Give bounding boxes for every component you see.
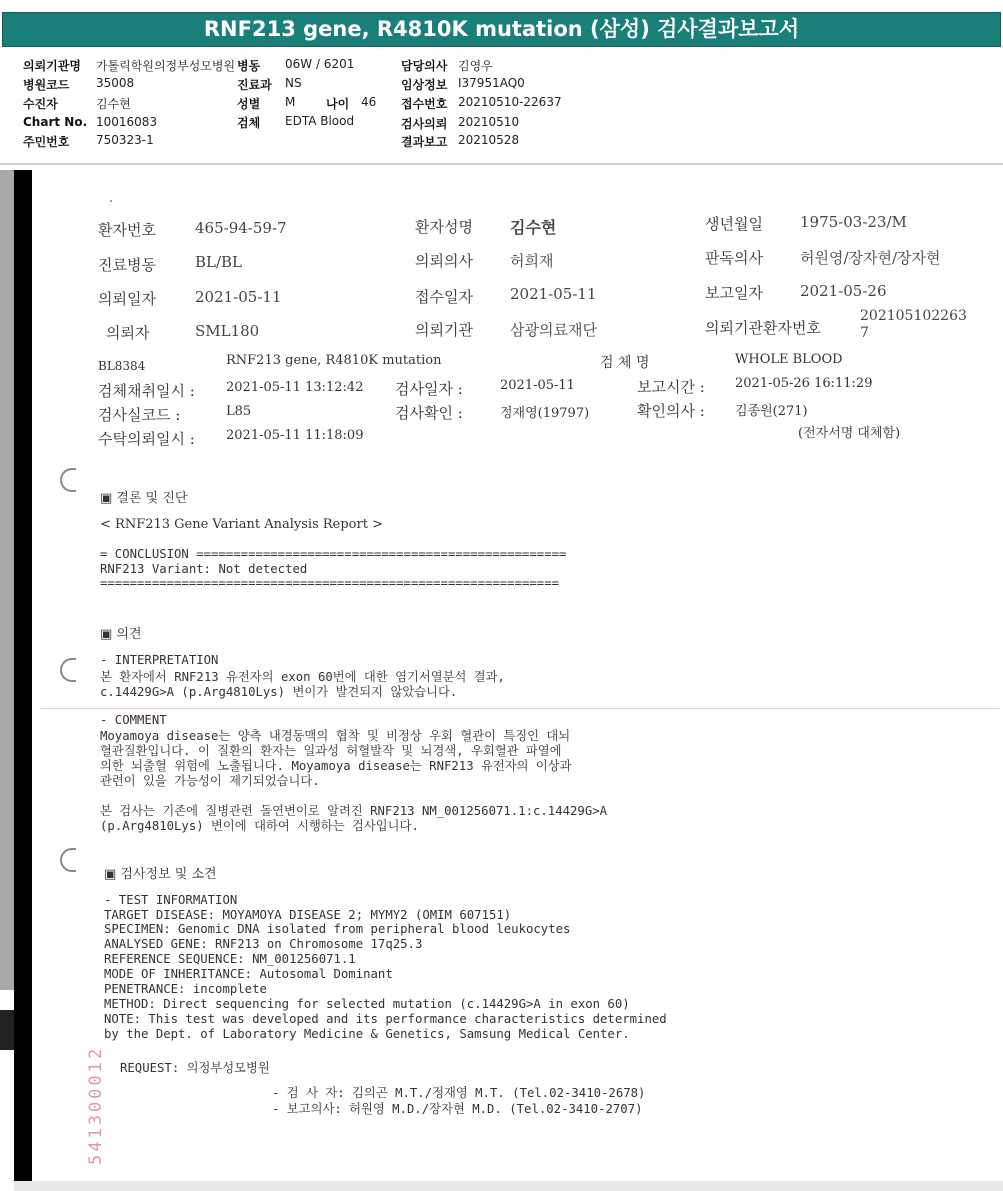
header-label: 검사의뢰 (401, 117, 448, 131)
scan-speck (110, 200, 112, 202)
test-info-line: ANALYSED GENE: RNF213 on Chromosome 17q25.3 (104, 937, 423, 951)
header-value: 10016083 (96, 115, 158, 129)
report-date-label: 보고일자 (705, 284, 763, 302)
comment-line: 본 검사는 기존에 질병관련 돌연변이로 알려진 RNF213 NM_001256071.1:c.14429G>A (100, 804, 608, 818)
specimen-label: 검 체 명 (600, 355, 650, 371)
test-info-line: REFERENCE SEQUENCE: NM_001256071.1 (104, 952, 356, 966)
lab-code-label: 검사실코드 : (98, 406, 181, 424)
ref-doctor-label: 의뢰의사 (415, 252, 473, 270)
report-subtitle: < RNF213 Gene Variant Analysis Report > (100, 517, 383, 532)
ref-doctor: 허희재 (510, 252, 554, 270)
ref-date-label: 의뢰일자 (98, 290, 156, 308)
birth-label: 생년월일 (705, 215, 763, 233)
reading-doctor: 허원영/장자현/장자현 (800, 249, 941, 267)
outsource-datetime: 2021-05-11 11:18:09 (226, 428, 364, 443)
ref-org-patno-label: 의뢰기관환자번호 (705, 319, 821, 337)
header-value: NS (285, 76, 302, 90)
test-name: RNF213 gene, R4810K mutation (226, 353, 442, 368)
header-label: 나이 (326, 97, 350, 111)
test-info-line: by the Dept. of Laboratory Medicine & Genetics, Samsung Medical Center. (104, 1027, 630, 1041)
collect-datetime: 2021-05-11 13:12:42 (226, 380, 364, 395)
conclusion-end-line: ============================================================== (100, 576, 560, 590)
report-time: 2021-05-26 16:11:29 (735, 376, 873, 391)
header-label: 담당의사 (401, 59, 448, 73)
report-title-bar (2, 12, 1001, 47)
conclusion-heading: ▣ 결론 및 진단 (100, 491, 188, 506)
esign-note: (전자서명 대체함) (798, 426, 901, 441)
header-value: M (285, 95, 296, 109)
header-label: 성별 (237, 97, 261, 111)
header-label: 병동 (237, 59, 261, 73)
scrollbar-thumb[interactable] (0, 1010, 14, 1050)
header-label: 병원코드 (23, 78, 70, 92)
test-confirm-label: 검사확인 : (395, 404, 463, 422)
horizontal-scrollbar[interactable] (14, 1181, 1003, 1191)
header-value: 46 (361, 95, 377, 109)
ward: BL/BL (195, 253, 243, 271)
header-label: 결과보고 (401, 135, 448, 149)
header-divider (0, 163, 1003, 165)
specimen: WHOLE BLOOD (735, 352, 843, 367)
header-label: Chart No. (23, 115, 88, 129)
interpretation-line: c.14429G>A (p.Arg4810Lys) 변이가 발견되지 않았습니다. (100, 685, 458, 699)
report-date: 2021-05-26 (800, 282, 887, 300)
ref-date: 2021-05-11 (195, 288, 282, 306)
comment-line: Moyamoya disease는 양측 내경동맥의 협착 및 비정상 우회 혈관이 특징인 대뇌 (100, 729, 571, 743)
comment-line: (p.Arg4810Lys) 변이에 대하여 시행하는 검사입니다. (100, 819, 419, 833)
requester-label: 의뢰자 (106, 324, 150, 342)
test-info-heading: ▣ 검사정보 및 소견 (104, 867, 217, 882)
header-label: 검체 (237, 116, 261, 130)
header-value: 750323-1 (96, 133, 154, 147)
ward-label: 진료병동 (98, 256, 156, 274)
header-label: 임상정보 (401, 78, 448, 92)
patient-name: 김수현 (510, 218, 557, 237)
test-info-line: NOTE: This test was developed and its performance characteristics determined (104, 1012, 667, 1026)
birth: 1975-03-23/M (800, 213, 907, 231)
ref-org-patno: 202105102263 (860, 308, 967, 324)
header-value: I37951AQ0 (458, 76, 525, 90)
interpretation-title: - INTERPRETATION (100, 653, 219, 667)
test-info-line: MODE OF INHERITANCE: Autosomal Dominant (104, 967, 393, 981)
header-value: 20210510 (458, 115, 520, 129)
tester-line: - 검 사 자: 김의곤 M.T./정재영 M.T. (Tel.02-3410-2678) (272, 1086, 646, 1100)
header-label: 접수번호 (401, 97, 448, 111)
opinion-heading: ▣ 의견 (100, 627, 142, 642)
recv-date: 2021-05-11 (510, 285, 597, 303)
header-value: 김영우 (458, 59, 493, 73)
header-value: 20210510-22637 (458, 95, 562, 109)
test-confirm: 정재영(19797) (500, 406, 590, 421)
outsource-label: 수탁의뢰일시 : (98, 430, 195, 448)
requester: SML180 (195, 322, 260, 340)
header-value: EDTA Blood (285, 114, 355, 128)
stamp-number: 541300012 (86, 1045, 106, 1165)
test-info-line: METHOD: Direct sequencing for selected mutation (c.14429G>A in exon 60) (104, 997, 630, 1011)
patient-no-label: 환자번호 (98, 221, 156, 239)
ref-org-label: 의뢰기관 (415, 321, 473, 339)
reading-doctor-label: 판독의사 (705, 249, 763, 267)
header-label: 의뢰기관명 (23, 59, 81, 73)
patient-name-label: 환자성명 (415, 218, 473, 236)
header-value: 가톨릭학원의정부성모병원 (96, 59, 236, 73)
header-info-panel (0, 50, 1003, 165)
test-info-title: - TEST INFORMATION (104, 893, 238, 907)
confirm-doctor-label: 확인의사 : (637, 402, 705, 420)
collect-label: 검체채취일시 : (98, 382, 195, 400)
lab-code: L85 (226, 404, 252, 419)
comment-title: - COMMENT (100, 713, 167, 727)
header-label: 진료과 (237, 78, 272, 92)
header-value: 20210528 (458, 133, 520, 147)
test-info-line: SPECIMEN: Genomic DNA isolated from peripheral blood leukocytes (104, 922, 571, 936)
conclusion-text: RNF213 Variant: Not detected (100, 562, 308, 576)
ref-org-patno-cont: 7 (860, 325, 869, 341)
header-value: 06W / 6201 (285, 57, 355, 71)
test-date: 2021-05-11 (500, 378, 575, 393)
request-line: REQUEST: 의정부성모병원 (120, 1061, 270, 1075)
conclusion-line: = CONCLUSION ================================================== (100, 547, 567, 561)
test-date-label: 검사일자 : (395, 380, 463, 398)
vertical-scrollbar[interactable] (0, 170, 14, 990)
header-value: 35008 (96, 76, 135, 90)
scan-artifact-line (40, 708, 1000, 709)
patient-no: 465-94-59-7 (195, 219, 287, 237)
reporter-line: - 보고의사: 허원영 M.D./장자현 M.D. (Tel.02-3410-2707) (272, 1102, 643, 1116)
comment-line: 의한 뇌출혈 위험에 노출됩니다. Moyamoya disease는 RNF213 유전자의 이상과 (100, 759, 572, 773)
confirm-doctor: 김종원(271) (735, 404, 808, 419)
comment-line: 관련이 있을 가능성이 제기되었습니다. (100, 774, 320, 788)
report-title: RNF213 gene, R4810K mutation (삼성) 검사결과보고서 (203, 17, 800, 41)
header-label: 수진자 (23, 97, 58, 111)
header-label: 주민번호 (23, 135, 70, 149)
scan-border (14, 170, 32, 1191)
interpretation-line: 본 환자에서 RNF213 유전자의 exon 60번에 대한 염기서열분석 결과, (100, 670, 505, 684)
test-info-line: PENETRANCE: incomplete (104, 982, 267, 996)
ref-org: 삼광의료재단 (510, 321, 597, 339)
comment-line: 혈관질환입니다. 이 질환의 환자는 일과성 허혈발작 및 뇌경색, 우회혈관 파열에 (100, 744, 562, 758)
recv-date-label: 접수일자 (415, 288, 473, 306)
report-time-label: 보고시간 : (637, 378, 705, 396)
test-info-line: TARGET DISEASE: MOYAMOYA DISEASE 2; MYMY2 (OMIM 607151) (104, 908, 512, 922)
bl-code: BL8384 (98, 359, 146, 373)
header-value: 김수현 (96, 97, 131, 111)
